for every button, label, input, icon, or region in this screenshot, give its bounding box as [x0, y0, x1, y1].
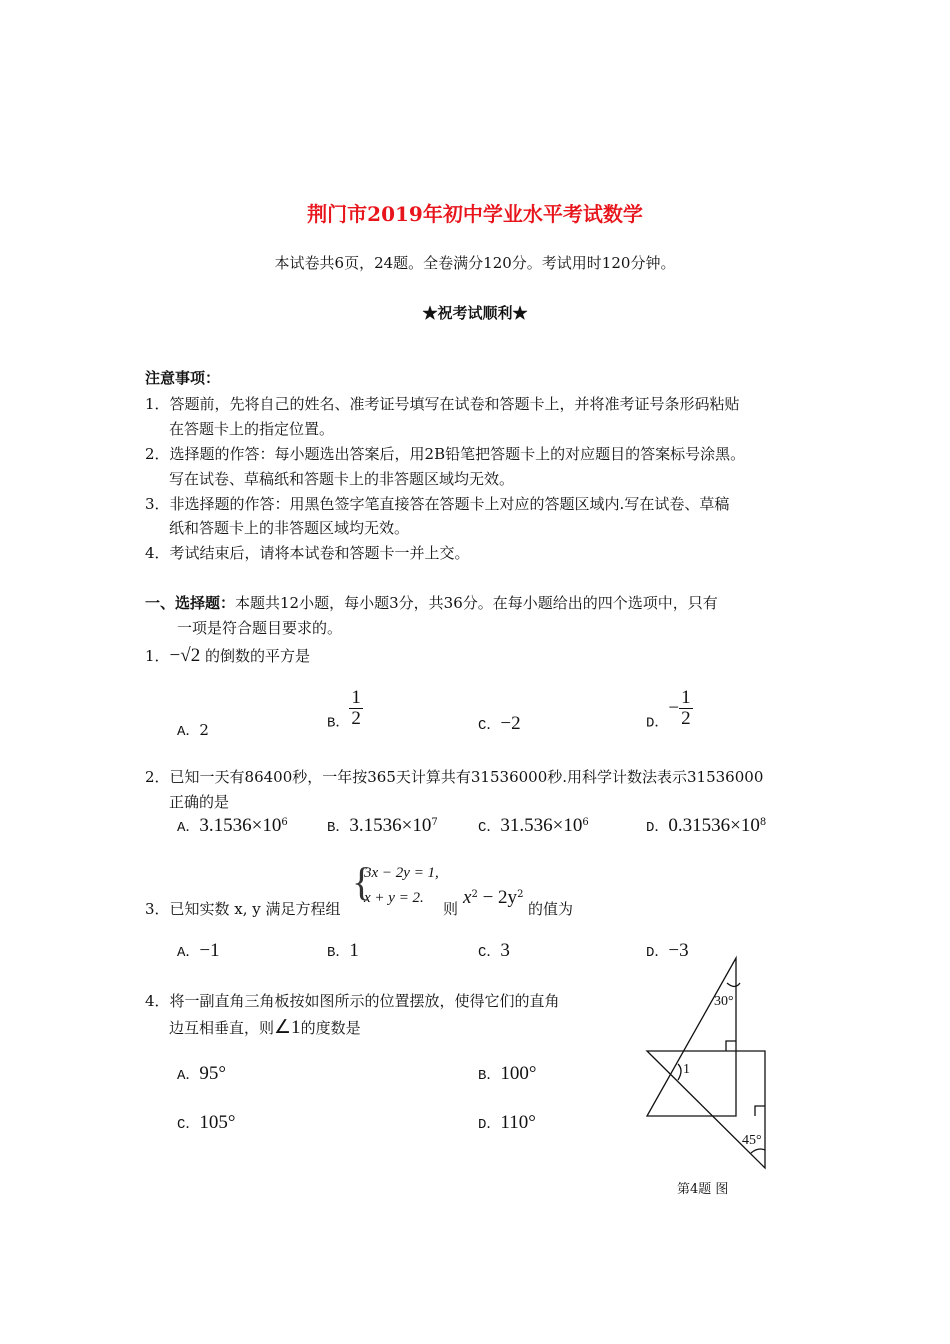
- angle-arc: [751, 1149, 765, 1153]
- opt-value: 2: [199, 721, 209, 739]
- right-angle-mark: [726, 1041, 736, 1051]
- opt-value: 0.31536×10: [668, 815, 760, 836]
- q4-tail: 的度数是: [300, 1019, 361, 1037]
- good-luck: ★祝考试顺利★: [422, 304, 528, 322]
- q4-text: 边互相垂直，则: [169, 1019, 275, 1037]
- q3-expression: $x^2 - 2y^2$: [463, 887, 524, 908]
- opt-value: 1: [349, 940, 359, 961]
- section1-text: 本题共12小题，每小题3分，共36分。在每小题给出的四个选项中，只有: [235, 594, 718, 612]
- opt-letter: A．: [177, 724, 200, 740]
- q3-then: 则: [443, 900, 459, 918]
- expr-y: − 2y: [482, 887, 518, 908]
- opt-letter: D．: [478, 1117, 501, 1133]
- opt-value: −3: [668, 940, 689, 961]
- opt-letter: D．: [646, 945, 669, 961]
- note-line: 写在试卷、草稿纸和答题卡上的非答题区域均无效。: [169, 470, 515, 488]
- equation-2: x + y = 2.: [364, 890, 424, 906]
- q-num: 1．: [145, 647, 170, 665]
- opt-letter: B．: [327, 715, 350, 732]
- exponent: 6: [582, 817, 589, 828]
- numerator: 1: [351, 687, 361, 708]
- numerator: 1: [681, 687, 691, 708]
- opt-letter: D．: [646, 715, 669, 732]
- note-line: 3．非选择题的作答：用黑色签字笔直接答在答题卡上对应的答题区域内.写在试卷、草稿: [145, 495, 730, 513]
- opt-value: 3.1536×10: [349, 815, 432, 836]
- minus: −: [668, 697, 680, 719]
- q4-line1: 4．将一副直角三角板按如图所示的位置摆放，使得它们的直角: [145, 992, 560, 1010]
- opt-letter: B．: [327, 820, 350, 836]
- denominator: 2: [681, 708, 691, 729]
- angle-30-label: 30°: [714, 994, 734, 1009]
- angle-symbol: ∠1: [274, 1017, 301, 1038]
- note-line: 4．考试结束后，请将本试卷和答题卡一并上交。: [145, 544, 470, 562]
- angle-1-label: 1: [683, 1062, 690, 1077]
- opt-value: 3.1536×10: [199, 815, 282, 836]
- exponent: 7: [431, 817, 438, 828]
- opt-letter: B．: [478, 1068, 501, 1084]
- opt-letter: A．: [177, 945, 200, 961]
- q2-line2: 正确的是: [169, 793, 230, 811]
- angle-arc: [678, 1064, 681, 1080]
- note-line: 2．选择题的作答：每小题选出答案后，用2B铅笔把答题卡上的对应题目的答案标号涂黑。: [145, 445, 746, 463]
- angle-arc: [727, 983, 740, 987]
- opt-value: 31.536×10: [500, 815, 583, 836]
- exponent: 6: [281, 817, 288, 828]
- section1-text2: 一项是符合题目要求的。: [177, 619, 343, 637]
- opt-letter: C．: [177, 1117, 200, 1133]
- right-angle-mark: [755, 1106, 765, 1116]
- opt-value: 100°: [500, 1063, 537, 1084]
- q3-tail: 的值为: [528, 900, 574, 918]
- opt-letter: D．: [646, 820, 669, 836]
- note-line: 在答题卡上的指定位置。: [169, 420, 335, 438]
- denominator: 2: [351, 708, 361, 729]
- note-line: 1．答题前，先将自己的姓名、准考证号填写在试卷和答题卡上，并将准考证号条形码粘贴: [145, 395, 740, 413]
- opt-value: 105°: [199, 1112, 236, 1133]
- q3-text: 3．已知实数 x, y 满足方程组: [145, 900, 341, 918]
- opt-letter: C．: [478, 945, 501, 961]
- opt-letter: A．: [177, 1068, 200, 1084]
- opt-value: −1: [199, 940, 220, 961]
- figure-caption: 第4题 图: [677, 1182, 729, 1197]
- q1-text: 的倒数的平方是: [204, 647, 310, 665]
- notes-header: 注意事项：: [145, 369, 221, 387]
- opt-value: 110°: [500, 1112, 536, 1133]
- note-line: 纸和答题卡上的非答题区域均无效。: [169, 519, 410, 537]
- opt-letter: A．: [177, 820, 200, 836]
- angle-45-label: 45°: [742, 1133, 762, 1148]
- exam-title: 荆门市2019年初中学业水平考试数学: [307, 202, 643, 226]
- brace: {: [352, 859, 372, 904]
- triangle-45: [647, 1051, 765, 1168]
- opt-value: 95°: [199, 1063, 227, 1084]
- section1-label: 一、选择题：: [145, 594, 236, 612]
- expr-x: x: [463, 887, 472, 908]
- opt-letter: C．: [478, 820, 501, 836]
- q2-line1: 2．已知一天有86400秒，一年按365天计算共有31536000秒.用科学计数法表示31536000: [145, 768, 764, 786]
- exam-subtitle: 本试卷共6页，24题。全卷满分120分。考试用时120分钟。: [274, 254, 676, 272]
- exponent: 8: [759, 817, 767, 828]
- equation-1: 3x − 2y = 1,: [364, 865, 439, 881]
- opt-value: −2: [500, 713, 521, 734]
- q1-expr: −√2: [169, 645, 201, 666]
- triangle-30: [647, 958, 736, 1116]
- opt-letter: C．: [478, 718, 501, 734]
- opt-value: 3: [500, 940, 510, 961]
- opt-letter: B．: [327, 945, 350, 961]
